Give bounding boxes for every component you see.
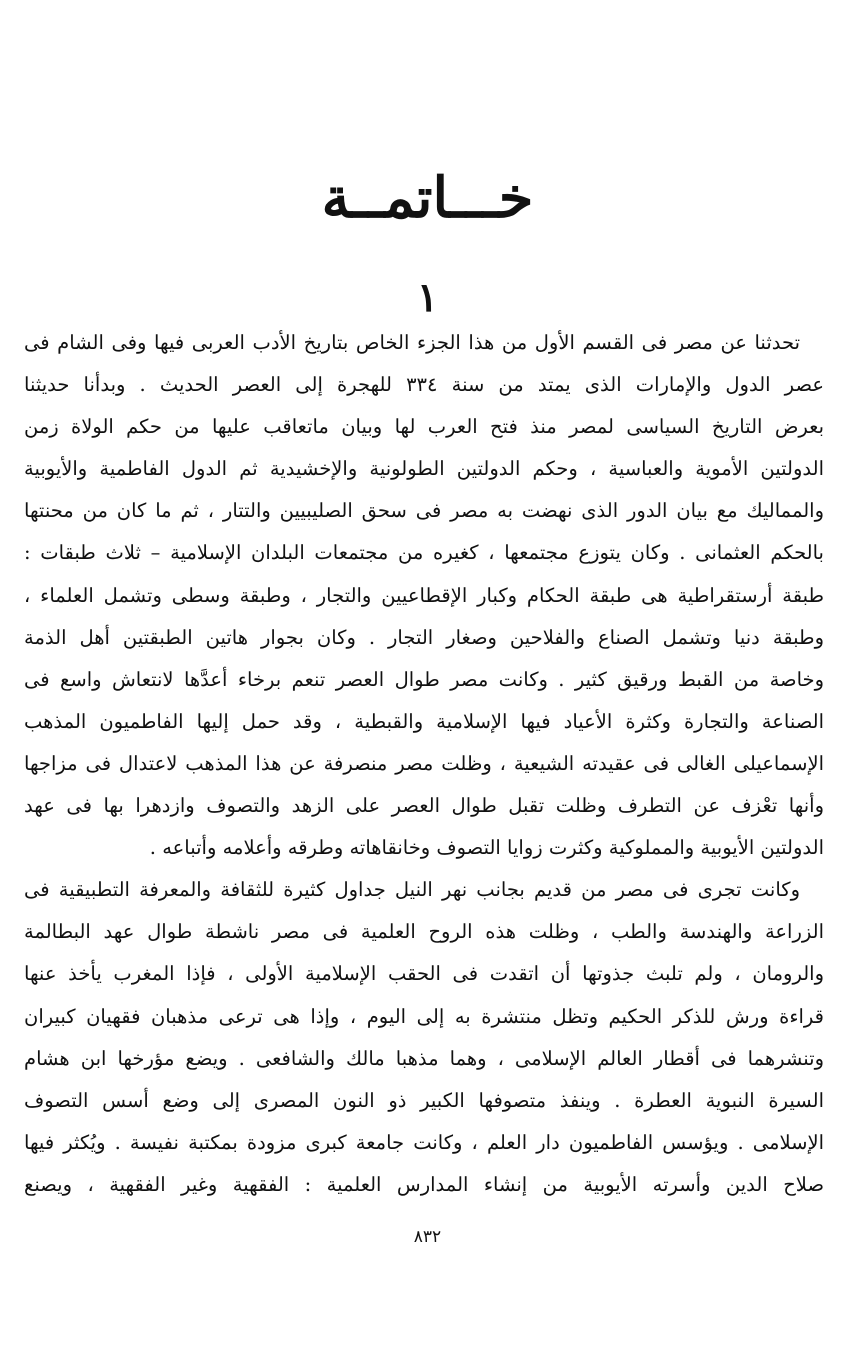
text-line: وطبقة دنيا وتشمل الصناع والفلاحين وصغار التجار . وكان بجوار هاتين الطبقتين أهل الذمة	[24, 625, 824, 649]
text-line: الدولتين الأيوبية والمملوكية وكثرت زوايا التصوف وخانقاهاته وطرقه وأعلامه وأتباعه .	[149, 836, 824, 860]
text-line: صلاح الدين وأسرته الأيوبية من إنشاء المدارس العلمية : الفقهية وغير الفقهية ، ويصنع	[24, 1172, 824, 1196]
text-line: طبقة أرستقراطية هى طبقة الحكام وكبار الإقطاعيين والتجار ، وطبقة وسطى وتشمل العلماء ،	[24, 583, 824, 607]
text-line: قراءة ورش للذكر الحكيم وتظل منتشرة به إلى اليوم ، وإذا هى ترعى مذهبان فقهيان كبيران	[24, 1004, 824, 1028]
text-line: الزراعة والهندسة والطب ، وظلت هذه الروح العلمية فى مصر ناشطة طوال عهد البطالمة	[24, 920, 824, 944]
text-line: وتنشرهما فى أقطار العالم الإسلامى ، وهما مذهبا مالك والشافعى . ويضع مؤرخها ابن هشام	[24, 1046, 824, 1070]
text-line: وخاصة من القبط ورقيق كثير . وكانت مصر طوال العصر تنعم برخاء أعدَّها لانتعاش واسع فى	[24, 667, 824, 691]
text-line: الإسلامى . ويؤسس الفاطميون دار العلم ، وكانت جامعة كبرى مزودة بمكتبة نفيسة . ويُكثر فيها	[24, 1130, 824, 1154]
chapter-title: خـــاتمــة	[321, 165, 534, 231]
text-line: السيرة النبوية العطرة . وينفذ متصوفها الكبير ذو النون المصرى إلى وضع أسس التصوف	[24, 1088, 824, 1112]
text-line: والرومان ، ولم تلبث جذوتها أن اتقدت فى الحقب الإسلامية الأولى ، فإذا المغرب يأخذ عنها	[24, 962, 824, 986]
text-line: عصر الدول والإمارات الذى يمتد من سنة ٣٣٤ للهجرة إلى العصر الحديث . وبدأنا حديثنا	[24, 373, 824, 397]
text-line: تحدثنا عن مصر فى القسم الأول من هذا الجزء الخاص بتاريخ الأدب العربى فيها وفى الشام فى	[24, 331, 800, 354]
text-line: الصناعة والتجارة وكثرة الأعياد فيها الإسلامية والقبطية ، وقد حمل إليها الفاطميون المذهب	[24, 709, 824, 733]
text-line: الإسماعيلى الغالى فى عقيدته الشيعية ، وظلت مصر منصرفة عن هذا المذهب لاعتدال فى مزاجها	[24, 751, 824, 775]
body-text	[24, 322, 824, 1206]
section-number: ١	[416, 274, 439, 321]
text-line: وأنها تعْزف عن التطرف وظلت تقبل طوال العصر على الزهد والتصوف وازدهرا بها فى عهد	[24, 794, 824, 818]
text-line: بعرض التاريخ السياسى لمصر منذ فتح العرب لها وبيان ماتعاقب عليها من حكم الولاة زمن	[24, 415, 824, 439]
text-line: الدولتين الأموية والعباسية ، وحكم الدولتين الطولونية والإخشيدية ثم الدول الفاطمية والأيوبية	[24, 457, 824, 481]
text-line: والمماليك مع بيان الدور الذى نهضت به مصر فى سحق الصليبيين والتتار ، ثم ما كان من محنتها	[24, 499, 824, 523]
text-line: بالحكم العثمانى . وكان يتوزع مجتمعها ، كغيره من مجتمعات البلدان الإسلامية – ثلاث طبقات :	[24, 541, 824, 565]
text-line: وكانت تجرى فى مصر من قديم بجانب نهر النيل جداول كثيرة للثقافة والمعرفة التطبيقية فى	[24, 878, 800, 902]
page-number: ٨٣٢	[413, 1227, 442, 1247]
